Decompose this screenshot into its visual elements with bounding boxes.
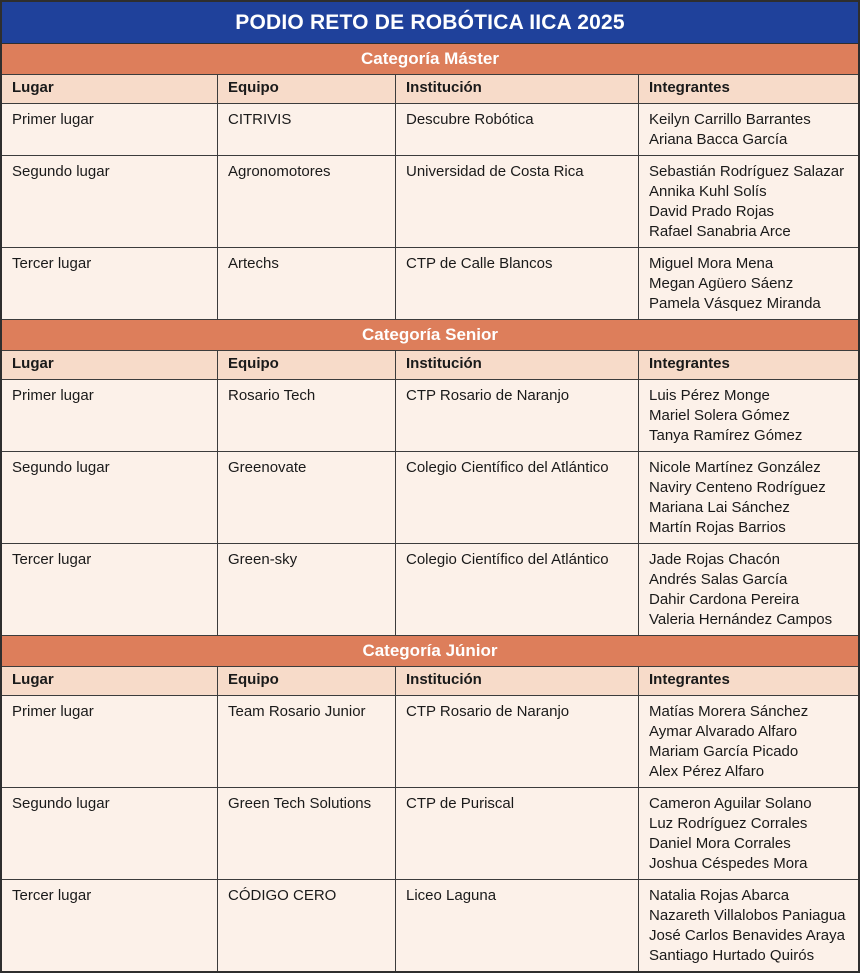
column-header-equipo: Equipo bbox=[218, 75, 396, 103]
cell-institucion: CTP Rosario de Naranjo bbox=[396, 696, 639, 787]
category-section-3 bbox=[2, 636, 858, 971]
column-header-row bbox=[2, 75, 858, 104]
column-header-institución: Institución bbox=[396, 75, 639, 103]
cell-institucion: Colegio Científico del Atlántico bbox=[396, 544, 639, 635]
cell-integrantes bbox=[639, 452, 858, 543]
column-header-row bbox=[2, 667, 858, 696]
cell-integrantes bbox=[639, 544, 858, 635]
table-row bbox=[2, 452, 858, 544]
member-name: Dahir Cardona Pereira bbox=[649, 591, 800, 608]
member-name: Alex Pérez Alfaro bbox=[649, 763, 765, 780]
cell-equipo: CÓDIGO CERO bbox=[218, 880, 396, 971]
cell-integrantes bbox=[639, 156, 858, 247]
table-row bbox=[2, 544, 858, 636]
cell-equipo: Artechs bbox=[218, 248, 396, 319]
member-name: Pamela Vásquez Miranda bbox=[649, 295, 821, 312]
column-header-lugar: Lugar bbox=[2, 75, 218, 103]
column-header-institución: Institución bbox=[396, 667, 639, 695]
member-name: Nazareth Villalobos Paniagua bbox=[649, 907, 846, 924]
cell-institucion: CTP de Calle Blancos bbox=[396, 248, 639, 319]
cell-institucion: CTP Rosario de Naranjo bbox=[396, 380, 639, 451]
member-name: Tanya Ramírez Gómez bbox=[649, 427, 803, 444]
cell-equipo: CITRIVIS bbox=[218, 104, 396, 155]
page-title: PODIO RETO DE ROBÓTICA IICA 2025 bbox=[2, 2, 858, 44]
cell-lugar: Primer lugar bbox=[2, 104, 218, 155]
cell-institucion: Descubre Robótica bbox=[396, 104, 639, 155]
table-row bbox=[2, 248, 858, 320]
cell-lugar: Segundo lugar bbox=[2, 156, 218, 247]
member-name: Mariam García Picado bbox=[649, 743, 799, 760]
cell-integrantes bbox=[639, 104, 858, 155]
table-sections bbox=[2, 44, 858, 971]
cell-institucion: Universidad de Costa Rica bbox=[396, 156, 639, 247]
member-name: Nicole Martínez González bbox=[649, 459, 821, 476]
member-name: Valeria Hernández Campos bbox=[649, 611, 833, 628]
cell-institucion: CTP de Puriscal bbox=[396, 788, 639, 879]
column-header-lugar: Lugar bbox=[2, 351, 218, 379]
member-name: Daniel Mora Corrales bbox=[649, 835, 791, 852]
cell-institucion: Colegio Científico del Atlántico bbox=[396, 452, 639, 543]
table-row bbox=[2, 156, 858, 248]
column-header-equipo: Equipo bbox=[218, 351, 396, 379]
cell-equipo: Green-sky bbox=[218, 544, 396, 635]
cell-institucion: Liceo Laguna bbox=[396, 880, 639, 971]
member-name: Naviry Centeno Rodríguez bbox=[649, 479, 826, 496]
cell-integrantes bbox=[639, 380, 858, 451]
member-name: Megan Agüero Sáenz bbox=[649, 275, 794, 292]
column-header-lugar: Lugar bbox=[2, 667, 218, 695]
member-name: Luis Pérez Monge bbox=[649, 387, 770, 404]
table-row bbox=[2, 696, 858, 788]
cell-integrantes bbox=[639, 788, 858, 879]
member-name: Mariel Solera Gómez bbox=[649, 407, 790, 424]
member-name: Jade Rojas Chacón bbox=[649, 551, 780, 568]
cell-equipo: Agronomotores bbox=[218, 156, 396, 247]
cell-lugar: Primer lugar bbox=[2, 696, 218, 787]
table-row bbox=[2, 880, 858, 971]
cell-equipo: Team Rosario Junior bbox=[218, 696, 396, 787]
cell-integrantes bbox=[639, 248, 858, 319]
cell-lugar: Tercer lugar bbox=[2, 880, 218, 971]
cell-equipo: Rosario Tech bbox=[218, 380, 396, 451]
column-header-row bbox=[2, 351, 858, 380]
cell-lugar: Tercer lugar bbox=[2, 544, 218, 635]
member-name: Mariana Lai Sánchez bbox=[649, 499, 790, 516]
cell-lugar: Tercer lugar bbox=[2, 248, 218, 319]
cell-equipo: Green Tech Solutions bbox=[218, 788, 396, 879]
category-header: Categoría Máster bbox=[2, 44, 858, 75]
cell-integrantes bbox=[639, 696, 858, 787]
cell-lugar: Segundo lugar bbox=[2, 452, 218, 543]
member-name: Keilyn Carrillo Barrantes bbox=[649, 111, 811, 128]
category-section-2 bbox=[2, 320, 858, 636]
column-header-equipo: Equipo bbox=[218, 667, 396, 695]
cell-integrantes bbox=[639, 880, 858, 971]
cell-lugar: Segundo lugar bbox=[2, 788, 218, 879]
column-header-integrantes: Integrantes bbox=[649, 355, 730, 372]
column-header-integrantes: Integrantes bbox=[649, 79, 730, 96]
member-name: Rafael Sanabria Arce bbox=[649, 223, 791, 240]
member-name: Ariana Bacca García bbox=[649, 131, 788, 148]
member-name: Santiago Hurtado Quirós bbox=[649, 947, 815, 964]
member-name: Aymar Alvarado Alfaro bbox=[649, 723, 798, 740]
table-row bbox=[2, 788, 858, 880]
category-section-1 bbox=[2, 44, 858, 320]
member-name: José Carlos Benavides Araya bbox=[649, 927, 845, 944]
member-name: Martín Rojas Barrios bbox=[649, 519, 786, 536]
table-row bbox=[2, 104, 858, 156]
column-header-integrantes: Integrantes bbox=[649, 671, 730, 688]
column-header-institución: Institución bbox=[396, 351, 639, 379]
member-name: Natalia Rojas Abarca bbox=[649, 887, 790, 904]
member-name: Matías Morera Sánchez bbox=[649, 703, 809, 720]
cell-equipo: Greenovate bbox=[218, 452, 396, 543]
member-name: Luz Rodríguez Corrales bbox=[649, 815, 808, 832]
table-row bbox=[2, 380, 858, 452]
member-name: Miguel Mora Mena bbox=[649, 255, 774, 272]
member-name: Joshua Céspedes Mora bbox=[649, 855, 808, 872]
member-name: Andrés Salas García bbox=[649, 571, 788, 588]
member-name: David Prado Rojas bbox=[649, 203, 775, 220]
cell-lugar: Primer lugar bbox=[2, 380, 218, 451]
category-header: Categoría Júnior bbox=[2, 636, 858, 667]
member-name: Annika Kuhl Solís bbox=[649, 183, 767, 200]
category-header: Categoría Senior bbox=[2, 320, 858, 351]
member-name: Cameron Aguilar Solano bbox=[649, 795, 812, 812]
member-name: Sebastián Rodríguez Salazar bbox=[649, 163, 845, 180]
